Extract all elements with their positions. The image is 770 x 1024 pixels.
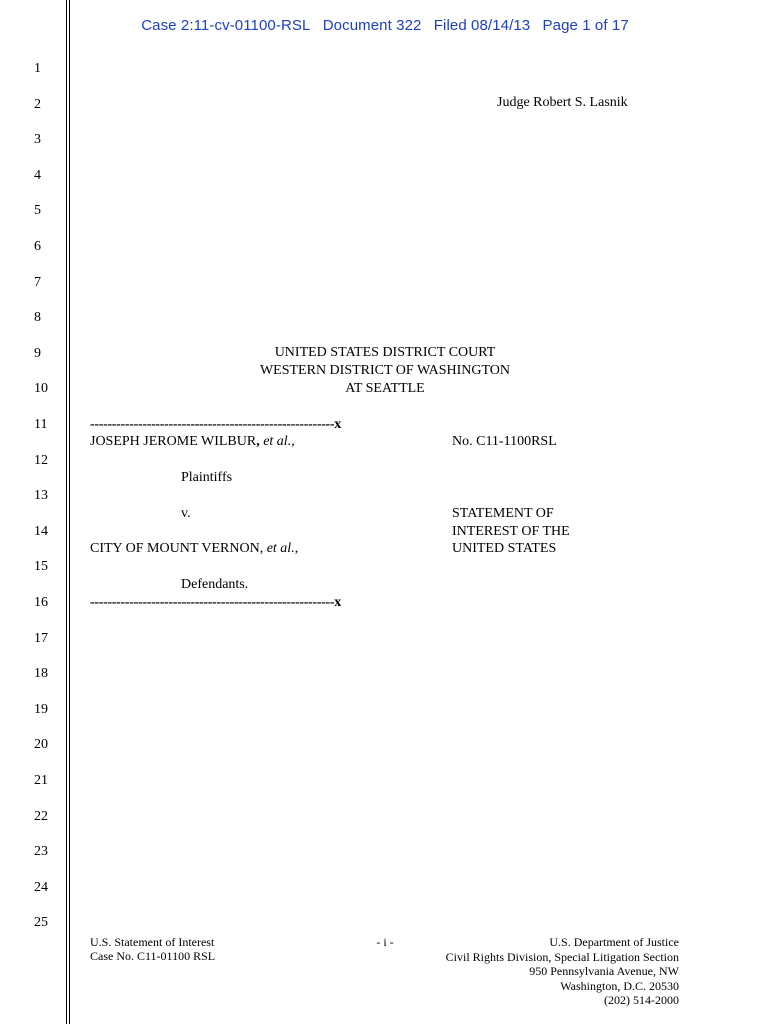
caption-bottom-divider: --------------------------------------------------------x <box>90 595 341 610</box>
line-number: 18 <box>34 666 48 682</box>
plaintiff-et-al: et al. <box>263 434 292 449</box>
plaintiff-line <box>90 434 295 450</box>
court-district: WESTERN DISTRICT OF WASHINGTON <box>259 363 511 378</box>
line-number: 2 <box>34 96 41 112</box>
line-number: 4 <box>34 167 41 183</box>
line-number: 14 <box>34 523 48 539</box>
footer-address-block <box>446 935 679 1008</box>
line-number: 10 <box>34 381 48 397</box>
judge-name: Judge Robert S. Lasnik <box>497 95 628 110</box>
line-number: 16 <box>34 595 48 610</box>
footer-city: Washington, D.C. 20530 <box>560 978 679 993</box>
footer-division: Civil Rights Division, Special Litigation Section <box>445 949 679 964</box>
case-number: No. C11-1100RSL <box>452 434 557 449</box>
plaintiff-name: JOSEPH JEROME WILBUR <box>90 434 257 449</box>
page-count-stamp: Page 1 of 17 <box>542 17 629 34</box>
document-number-stamp: Document 322 <box>322 17 422 34</box>
line-number: 13 <box>34 488 48 504</box>
versus-label: v. <box>181 506 191 521</box>
line-number: 1 <box>34 61 41 76</box>
plaintiff-tail: , <box>291 434 295 449</box>
filed-date-stamp: Filed 08/14/13 <box>433 17 531 34</box>
document-title-line-3: UNITED STATES <box>452 541 557 556</box>
line-number: 9 <box>34 345 41 361</box>
line-number: 23 <box>34 844 48 860</box>
document-title-line-2: INTEREST OF THE <box>452 523 570 539</box>
footer-case-number: Case No. C11-01100 RSL <box>90 949 216 963</box>
footer-phone: (202) 514-2000 <box>604 993 679 1007</box>
line-number: 20 <box>34 737 48 753</box>
court-name: UNITED STATES DISTRICT COURT <box>274 345 496 360</box>
plaintiff-separator: , <box>256 434 264 449</box>
line-number: 19 <box>34 701 48 717</box>
line-number: 5 <box>34 203 41 219</box>
defendant-tail: , <box>294 541 299 556</box>
footer-page-marker: - i - <box>376 935 394 949</box>
line-number: 12 <box>34 452 48 468</box>
line-number: 6 <box>34 239 41 254</box>
defendants-label: Defendants. <box>181 577 249 592</box>
defendant-line <box>90 541 298 557</box>
line-number: 15 <box>34 559 48 575</box>
plaintiffs-label: Plaintiffs <box>181 470 233 485</box>
case-number-stamp: Case 2:11-cv-01100-RSL <box>141 17 311 34</box>
footer-left <box>90 935 215 963</box>
document-title <box>452 505 570 558</box>
line-number: 22 <box>34 808 48 824</box>
line-number: 11 <box>34 417 48 432</box>
line-number: 17 <box>34 630 48 646</box>
footer-street: 950 Pennsylvania Avenue, NW <box>529 964 679 978</box>
court-location: AT SEATTLE <box>345 381 425 396</box>
defendant-et-al: et al. <box>266 541 295 556</box>
line-number: 8 <box>34 310 41 326</box>
footer-agency: U.S. Department of Justice <box>549 935 679 949</box>
line-number: 7 <box>34 274 41 290</box>
line-number: 24 <box>34 879 48 895</box>
document-title-line-1: STATEMENT OF <box>452 506 554 521</box>
line-number: 25 <box>34 915 48 931</box>
court-heading <box>200 344 570 398</box>
left-margin-rule-inner <box>69 0 70 1024</box>
line-number: 21 <box>34 773 48 788</box>
ecf-header-stamp <box>0 17 770 34</box>
left-margin-rule <box>66 0 67 1024</box>
defendant-name: CITY OF MOUNT VERNON, <box>90 541 267 556</box>
line-number: 3 <box>34 132 41 148</box>
footer-document-name: U.S. Statement of Interest <box>90 935 215 949</box>
caption-top-divider: --------------------------------------------------------x <box>90 417 341 432</box>
